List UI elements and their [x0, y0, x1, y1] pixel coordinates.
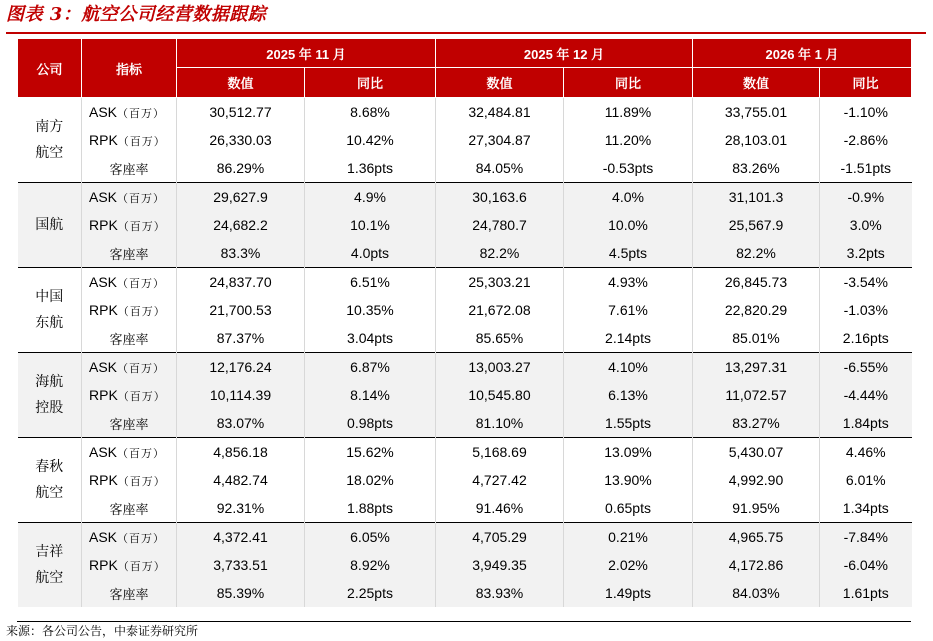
yoy-cell: 2.25pts — [305, 579, 436, 607]
company-name-line: 吉祥 — [35, 544, 64, 560]
value-cell: 81.10% — [436, 409, 564, 438]
yoy-cell: -1.03% — [820, 296, 912, 324]
yoy-cell: -7.84% — [820, 523, 912, 552]
company-name-line: 控股 — [35, 400, 64, 416]
value-cell: 21,700.53 — [177, 296, 305, 324]
company-group — [18, 523, 912, 608]
value-cell: 91.46% — [436, 494, 564, 523]
yoy-cell: 4.93% — [564, 268, 693, 297]
yoy-cell: 10.35% — [305, 296, 436, 324]
table-row — [18, 268, 912, 297]
value-cell: 84.03% — [693, 579, 820, 607]
header-indicator: 指标 — [82, 39, 177, 98]
value-cell: 82.2% — [693, 239, 820, 268]
indicator-unit: （百万） — [117, 531, 166, 545]
value-cell: 4,172.86 — [693, 551, 820, 579]
yoy-cell: 13.09% — [564, 438, 693, 467]
value-cell: 30,512.77 — [177, 98, 305, 127]
table-row — [18, 324, 912, 353]
company-group — [18, 353, 912, 438]
value-cell: 22,820.29 — [693, 296, 820, 324]
company-name-line: 航空 — [35, 570, 64, 586]
value-cell: 86.29% — [177, 154, 305, 183]
yoy-cell: 4.0% — [564, 183, 693, 212]
value-cell: 83.27% — [693, 409, 820, 438]
value-cell: 13,297.31 — [693, 353, 820, 382]
indicator-cell — [82, 324, 177, 353]
yoy-cell: -0.53pts — [564, 154, 693, 183]
value-cell: 5,430.07 — [693, 438, 820, 467]
yoy-cell: 4.5pts — [564, 239, 693, 268]
value-cell: 83.26% — [693, 154, 820, 183]
yoy-cell: 0.65pts — [564, 494, 693, 523]
value-cell: 82.2% — [436, 239, 564, 268]
value-cell: 91.95% — [693, 494, 820, 523]
header-value: 数值 — [436, 68, 564, 98]
table-row — [18, 154, 912, 183]
yoy-cell: 0.98pts — [305, 409, 436, 438]
value-cell: 5,168.69 — [436, 438, 564, 467]
header-value: 数值 — [177, 68, 305, 98]
company-name-line: 南方 — [35, 119, 64, 135]
indicator-unit: （百万） — [117, 134, 166, 148]
value-cell: 85.01% — [693, 324, 820, 353]
value-cell: 25,567.9 — [693, 211, 820, 239]
company-name-line: 航空 — [35, 145, 64, 161]
table-row — [18, 296, 912, 324]
value-cell: 4,727.42 — [436, 466, 564, 494]
yoy-cell: 2.14pts — [564, 324, 693, 353]
value-cell: 11,072.57 — [693, 381, 820, 409]
value-cell: 4,965.75 — [693, 523, 820, 552]
indicator-cell — [82, 381, 177, 409]
yoy-cell: -0.9% — [820, 183, 912, 212]
indicator-label: ASK — [89, 443, 118, 460]
yoy-cell: 10.42% — [305, 126, 436, 154]
value-cell: 28,103.01 — [693, 126, 820, 154]
table-row — [18, 239, 912, 268]
value-cell: 84.05% — [436, 154, 564, 183]
value-cell: 85.65% — [436, 324, 564, 353]
table-row — [18, 126, 912, 154]
table-row — [18, 494, 912, 523]
indicator-label: RPK — [89, 556, 118, 573]
yoy-cell: -4.44% — [820, 381, 912, 409]
table-row — [18, 183, 912, 212]
indicator-label: ASK — [89, 528, 118, 545]
value-cell: 24,682.2 — [177, 211, 305, 239]
value-cell: 3,733.51 — [177, 551, 305, 579]
yoy-cell: 6.51% — [305, 268, 436, 297]
company-name — [18, 438, 82, 523]
company-name — [18, 183, 82, 268]
yoy-cell: 6.01% — [820, 466, 912, 494]
yoy-cell: 3.2pts — [820, 239, 912, 268]
company-name-line: 海航 — [35, 374, 64, 390]
table-row — [18, 98, 912, 127]
company-group — [18, 183, 912, 268]
title-rule — [6, 32, 926, 34]
indicator-unit: （百万） — [117, 559, 166, 573]
header-period: 2025 年 11 月 — [177, 39, 436, 68]
indicator-cell — [82, 154, 177, 183]
yoy-cell: 18.02% — [305, 466, 436, 494]
table-row — [18, 551, 912, 579]
indicator-label: 客座率 — [109, 502, 149, 518]
header-value: 数值 — [693, 68, 820, 98]
indicator-unit: （百万） — [117, 219, 166, 233]
indicator-cell — [82, 296, 177, 324]
value-cell: 85.39% — [177, 579, 305, 607]
value-cell: 83.07% — [177, 409, 305, 438]
company-group — [18, 438, 912, 523]
company-name-line: 国航 — [35, 217, 64, 233]
yoy-cell: 13.90% — [564, 466, 693, 494]
value-cell: 12,176.24 — [177, 353, 305, 382]
table-row — [18, 466, 912, 494]
value-cell: 3,949.35 — [436, 551, 564, 579]
yoy-cell: 6.05% — [305, 523, 436, 552]
indicator-cell — [82, 183, 177, 212]
yoy-cell: 10.1% — [305, 211, 436, 239]
company-name-line: 春秋 — [35, 459, 64, 475]
indicator-cell — [82, 211, 177, 239]
header-yoy: 同比 — [820, 68, 912, 98]
value-cell: 26,330.03 — [177, 126, 305, 154]
value-cell: 87.37% — [177, 324, 305, 353]
yoy-cell: -6.55% — [820, 353, 912, 382]
airline-ops-table — [17, 38, 912, 607]
value-cell: 10,545.80 — [436, 381, 564, 409]
indicator-unit: （百万） — [117, 106, 166, 120]
indicator-label: ASK — [89, 188, 118, 205]
header-yoy: 同比 — [305, 68, 436, 98]
indicator-cell — [82, 494, 177, 523]
yoy-cell: 11.20% — [564, 126, 693, 154]
indicator-cell — [82, 98, 177, 127]
header-period: 2025 年 12 月 — [436, 39, 693, 68]
yoy-cell: 8.68% — [305, 98, 436, 127]
indicator-cell — [82, 268, 177, 297]
yoy-cell: 1.34pts — [820, 494, 912, 523]
indicator-unit: （百万） — [117, 389, 166, 403]
value-cell: 33,755.01 — [693, 98, 820, 127]
table-row — [18, 438, 912, 467]
company-name — [18, 523, 82, 608]
value-cell: 30,163.6 — [436, 183, 564, 212]
yoy-cell: 4.9% — [305, 183, 436, 212]
yoy-cell: 3.0% — [820, 211, 912, 239]
source-note: 来源：各公司公告，中泰证券研究所 — [6, 624, 199, 638]
value-cell: 31,101.3 — [693, 183, 820, 212]
value-cell: 24,780.7 — [436, 211, 564, 239]
yoy-cell: 1.36pts — [305, 154, 436, 183]
indicator-label: ASK — [89, 358, 118, 375]
header-yoy: 同比 — [564, 68, 693, 98]
yoy-cell: -6.04% — [820, 551, 912, 579]
indicator-label: 客座率 — [109, 162, 149, 178]
indicator-cell — [82, 239, 177, 268]
yoy-cell: 8.92% — [305, 551, 436, 579]
header-company: 公司 — [18, 39, 82, 98]
value-cell: 4,856.18 — [177, 438, 305, 467]
yoy-cell: 1.49pts — [564, 579, 693, 607]
indicator-label: 客座率 — [109, 332, 149, 348]
indicator-unit: （百万） — [117, 361, 166, 375]
indicator-cell — [82, 551, 177, 579]
indicator-label: RPK — [89, 216, 118, 233]
indicator-cell — [82, 523, 177, 552]
indicator-label: RPK — [89, 131, 118, 148]
yoy-cell: 15.62% — [305, 438, 436, 467]
yoy-cell: 11.89% — [564, 98, 693, 127]
value-cell: 25,303.21 — [436, 268, 564, 297]
value-cell: 4,482.74 — [177, 466, 305, 494]
yoy-cell: 2.16pts — [820, 324, 912, 353]
table-row — [18, 579, 912, 607]
yoy-cell: 1.88pts — [305, 494, 436, 523]
indicator-unit: （百万） — [117, 446, 166, 460]
value-cell: 10,114.39 — [177, 381, 305, 409]
indicator-label: 客座率 — [109, 417, 149, 433]
indicator-label: 客座率 — [109, 247, 149, 263]
table-row — [18, 211, 912, 239]
value-cell: 24,837.70 — [177, 268, 305, 297]
company-name-line: 中国 — [35, 289, 64, 305]
value-cell: 32,484.81 — [436, 98, 564, 127]
yoy-cell: -1.10% — [820, 98, 912, 127]
value-cell: 4,705.29 — [436, 523, 564, 552]
header-period: 2026 年 1 月 — [693, 39, 912, 68]
yoy-cell: 1.61pts — [820, 579, 912, 607]
yoy-cell: 4.0pts — [305, 239, 436, 268]
company-name-line: 航空 — [35, 485, 64, 501]
yoy-cell: 4.10% — [564, 353, 693, 382]
table-row — [18, 353, 912, 382]
yoy-cell: 0.21% — [564, 523, 693, 552]
indicator-cell — [82, 466, 177, 494]
indicator-unit: （百万） — [117, 191, 166, 205]
indicator-unit: （百万） — [117, 304, 166, 318]
indicator-label: RPK — [89, 386, 118, 403]
header-row-periods — [18, 39, 912, 68]
value-cell: 13,003.27 — [436, 353, 564, 382]
table-row — [18, 409, 912, 438]
value-cell: 26,845.73 — [693, 268, 820, 297]
value-cell: 83.3% — [177, 239, 305, 268]
company-name — [18, 98, 82, 183]
indicator-unit: （百万） — [117, 474, 166, 488]
indicator-cell — [82, 438, 177, 467]
yoy-cell: -1.51pts — [820, 154, 912, 183]
indicator-label: RPK — [89, 471, 118, 488]
indicator-cell — [82, 353, 177, 382]
yoy-cell: 7.61% — [564, 296, 693, 324]
table-row — [18, 523, 912, 552]
value-cell: 83.93% — [436, 579, 564, 607]
company-name — [18, 353, 82, 438]
indicator-cell — [82, 409, 177, 438]
yoy-cell: 8.14% — [305, 381, 436, 409]
yoy-cell: -2.86% — [820, 126, 912, 154]
company-group — [18, 268, 912, 353]
figure-title: 图表 3：航空公司经营数据跟踪 — [6, 4, 267, 25]
yoy-cell: 6.13% — [564, 381, 693, 409]
indicator-label: 客座率 — [109, 587, 149, 603]
yoy-cell: -3.54% — [820, 268, 912, 297]
indicator-unit: （百万） — [117, 276, 166, 290]
indicator-label: ASK — [89, 103, 118, 120]
value-cell: 21,672.08 — [436, 296, 564, 324]
value-cell: 4,992.90 — [693, 466, 820, 494]
value-cell: 92.31% — [177, 494, 305, 523]
yoy-cell: 2.02% — [564, 551, 693, 579]
indicator-cell — [82, 579, 177, 607]
table-row — [18, 381, 912, 409]
yoy-cell: 6.87% — [305, 353, 436, 382]
indicator-label: ASK — [89, 273, 118, 290]
value-cell: 4,372.41 — [177, 523, 305, 552]
value-cell: 29,627.9 — [177, 183, 305, 212]
indicator-label: RPK — [89, 301, 118, 318]
yoy-cell: 1.55pts — [564, 409, 693, 438]
value-cell: 27,304.87 — [436, 126, 564, 154]
company-group — [18, 98, 912, 183]
indicator-cell — [82, 126, 177, 154]
yoy-cell: 1.84pts — [820, 409, 912, 438]
company-name — [18, 268, 82, 353]
yoy-cell: 3.04pts — [305, 324, 436, 353]
yoy-cell: 4.46% — [820, 438, 912, 467]
yoy-cell: 10.0% — [564, 211, 693, 239]
company-name-line: 东航 — [35, 315, 64, 331]
